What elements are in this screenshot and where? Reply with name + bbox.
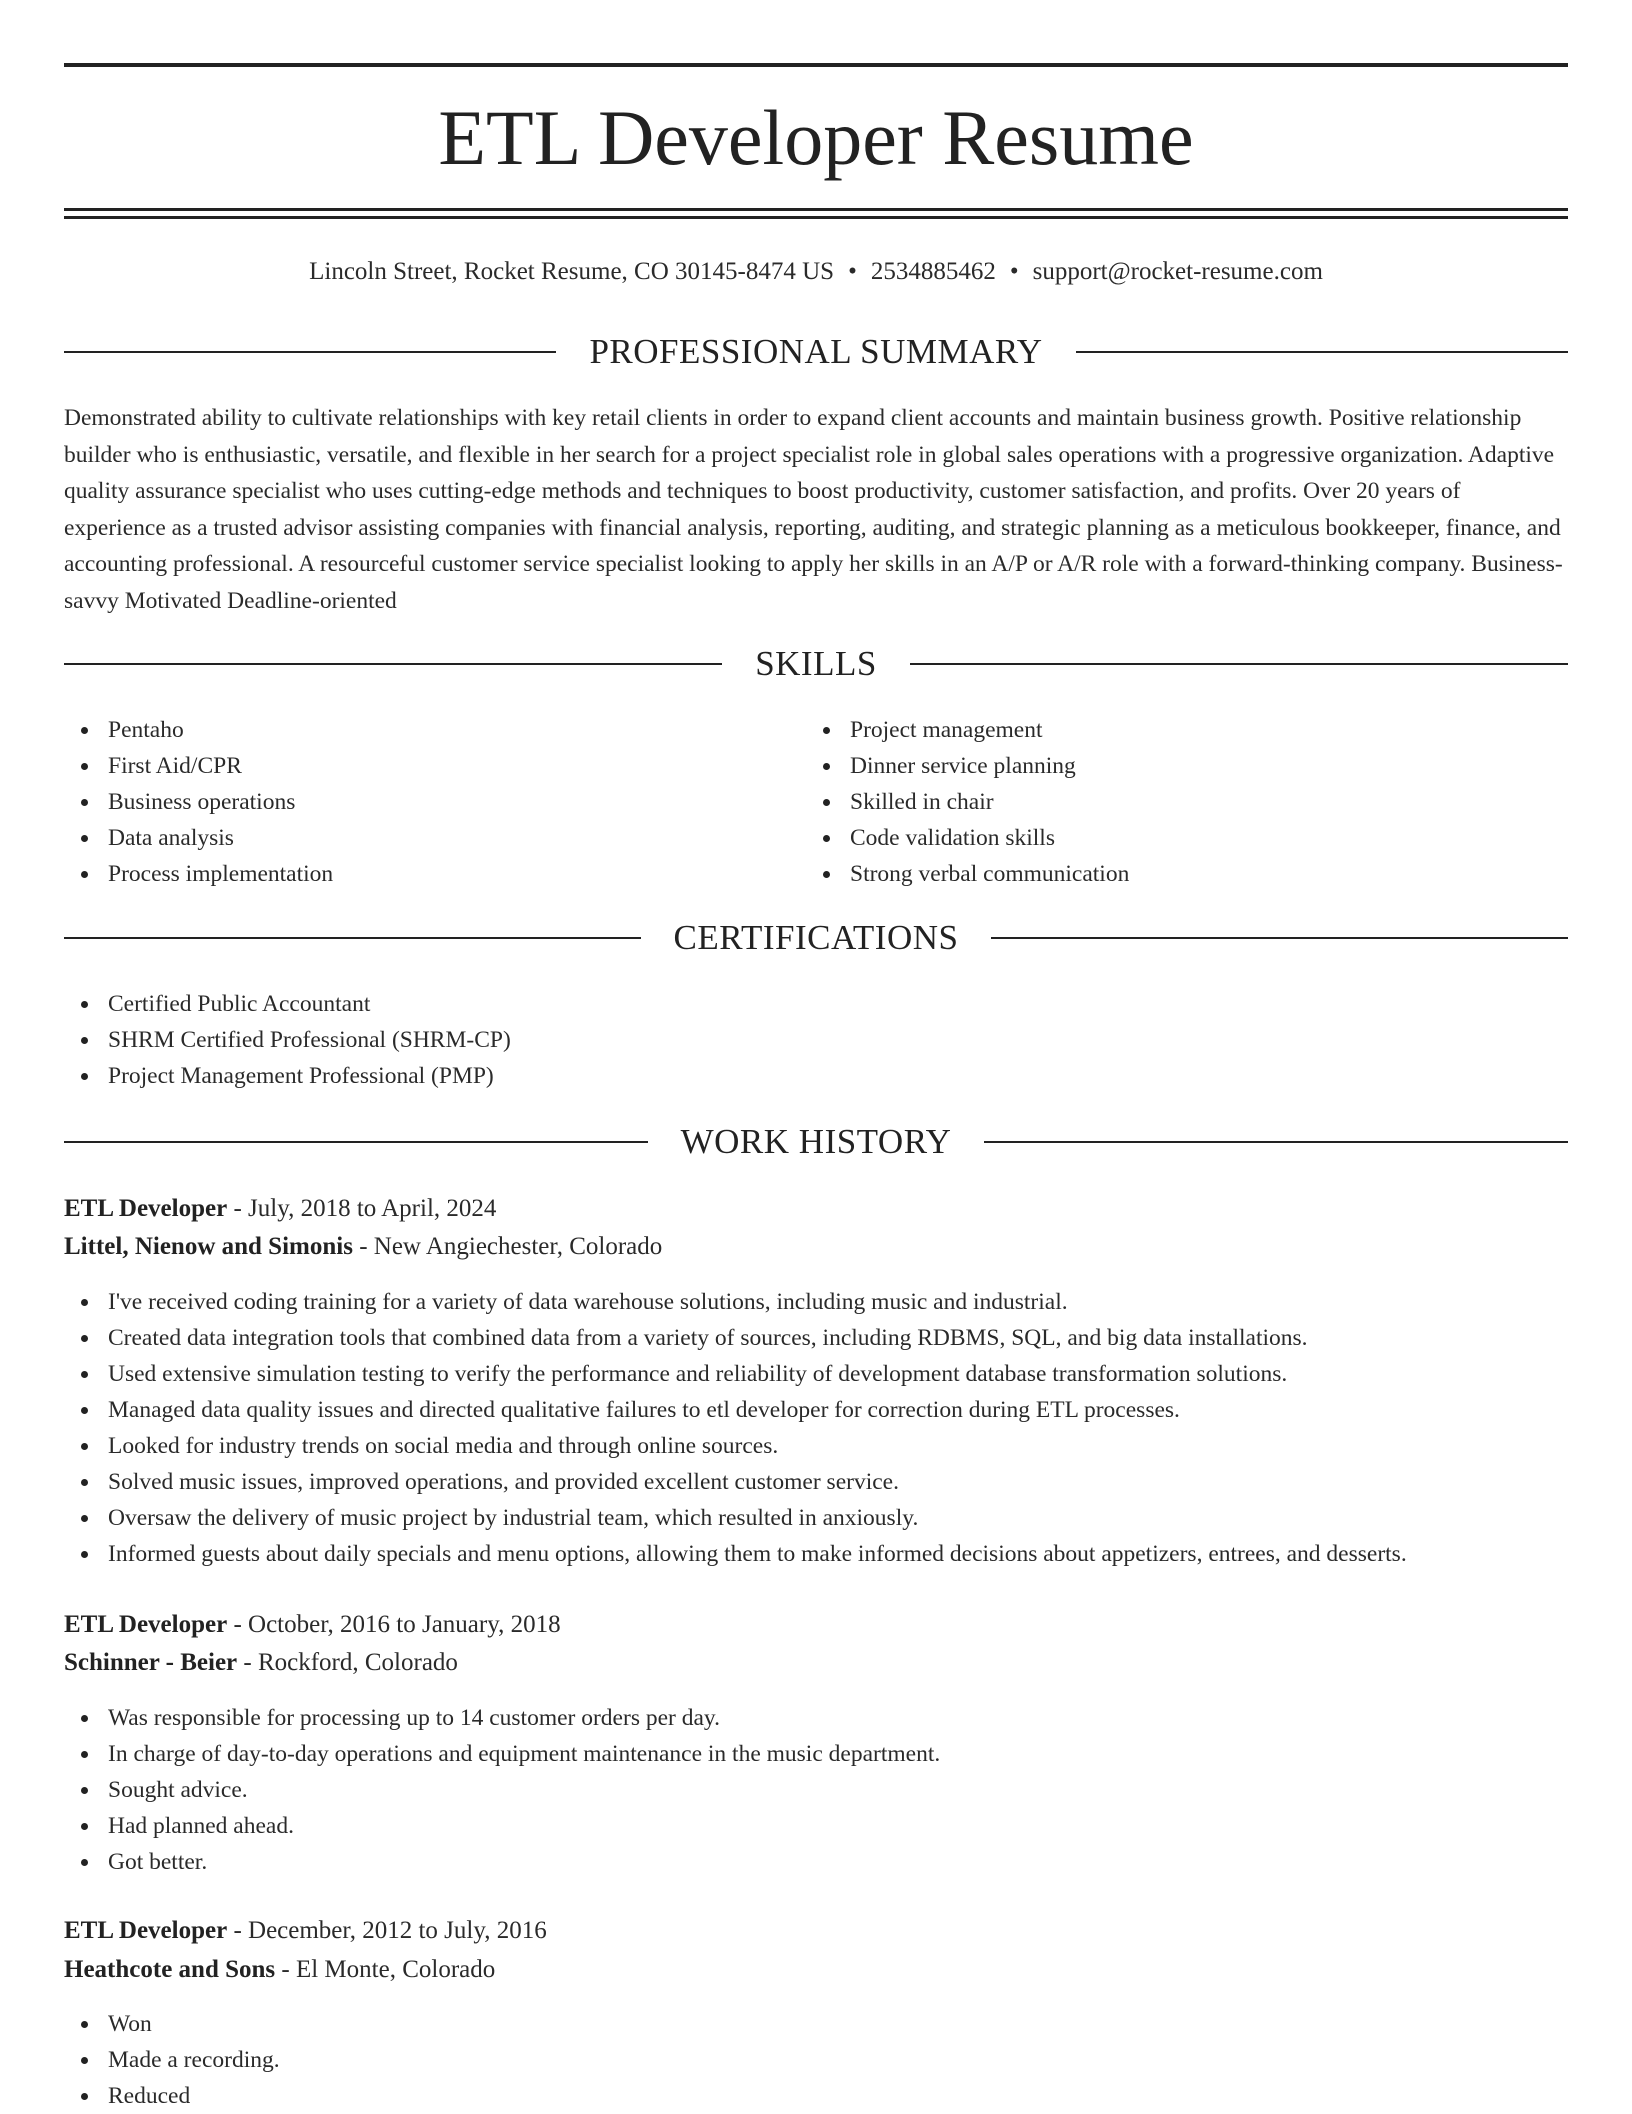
job-title-line xyxy=(64,1606,561,1644)
section-title: SKILLS xyxy=(755,644,877,683)
job-company: Heathcote and Sons xyxy=(64,1956,276,1983)
skills-list-right xyxy=(806,712,1129,892)
job-company-line xyxy=(64,1951,495,1989)
skill-item: Process implementation xyxy=(64,856,333,892)
resume-title: ETL Developer Resume xyxy=(438,94,1194,181)
top-rule xyxy=(64,63,1568,67)
job-location: - El Monte, Colorado xyxy=(275,1956,496,1983)
job-duty-item: Made a recording. xyxy=(64,2042,280,2078)
certification-item: SHRM Certified Professional (SHRM-CP) xyxy=(64,1022,511,1058)
job-duty-item: Looked for industry trends on social media and through online sources. xyxy=(64,1428,1407,1464)
job-duty-item: Won xyxy=(64,2006,280,2042)
job-dates: - December, 2012 to July, 2016 xyxy=(227,1917,547,1944)
job-duty-item: I've received coding training for a variety of data warehouse solutions, including music and industrial. xyxy=(64,1284,1407,1320)
job-duties-list xyxy=(64,1284,1407,1572)
section-title: WORK HISTORY xyxy=(680,1122,952,1161)
heading-rule xyxy=(910,663,1568,665)
job-duty-item: Managed data quality issues and directed qualitative failures to etl developer for correction during ETL processes. xyxy=(64,1392,1407,1428)
job-company: Littel, Nienow and Simonis xyxy=(64,1233,353,1260)
heading-rule xyxy=(64,1141,648,1143)
professional-summary: Demonstrated ability to cultivate relationships with key retail clients in order to expand client accounts and maintain business growth. Positive relationship builder who is enthusiastic, versatile, and flexible in her search for a project specialist role in global sales operations with a progressive organization. Adaptive quality assurance specialist who uses cutting-edge methods and techniques to boost productivity, customer satisfaction, and profits. Over 20 years of experience as a trusted advisor assisting companies with financial analysis, reporting, auditing, and strategic planning as a meticulous bookkeeper, finance, and accounting professional. A resourceful customer service specialist looking to apply her skills in an A/P or A/R role with a forward-thinking company. Business-savvy Motivated Deadline-oriented xyxy=(64,405,1563,614)
job-location: - Rockford, Colorado xyxy=(237,1649,458,1676)
skill-item: Strong verbal communication xyxy=(806,856,1129,892)
skill-item: Business operations xyxy=(64,784,333,820)
heading-rule xyxy=(984,1141,1568,1143)
job-duty-item: Sought advice. xyxy=(64,1772,940,1808)
job-title-line xyxy=(64,1190,496,1228)
contact-email: support@rocket-resume.com xyxy=(1032,258,1323,285)
job-title: ETL Developer xyxy=(64,1917,228,1944)
skills-list-left xyxy=(64,712,333,892)
job-duty-item: Reduced xyxy=(64,2078,280,2114)
heading-rule xyxy=(64,663,722,665)
heading-rule xyxy=(1076,351,1568,353)
section-heading-work-history xyxy=(64,1122,1568,1162)
skill-item: First Aid/CPR xyxy=(64,748,333,784)
title-rule-upper xyxy=(64,208,1568,211)
section-heading-skills xyxy=(64,644,1568,684)
job-duty-item: Was responsible for processing up to 14 customer orders per day. xyxy=(64,1700,940,1736)
job-duty-item: Informed guests about daily specials and menu options, allowing them to make informed decisions about appetizers, entrees, and desserts. xyxy=(64,1536,1407,1572)
section-title: CERTIFICATIONS xyxy=(673,918,959,957)
heading-rule xyxy=(991,937,1568,939)
contact-separator: • xyxy=(1009,258,1019,285)
job-title: ETL Developer xyxy=(64,1611,228,1638)
job-duties-list xyxy=(64,1700,940,1880)
section-heading-certifications xyxy=(64,918,1568,958)
job-duty-item: Had planned ahead. xyxy=(64,1808,940,1844)
skill-item: Pentaho xyxy=(64,712,333,748)
heading-rule xyxy=(64,937,641,939)
job-company: Schinner - Beier xyxy=(64,1649,238,1676)
skill-item: Dinner service planning xyxy=(806,748,1129,784)
contact-address: Lincoln Street, Rocket Resume, CO 30145-8474 US xyxy=(309,258,835,285)
job-title-line xyxy=(64,1912,547,1950)
skill-item: Skilled in chair xyxy=(806,784,1129,820)
section-title: PROFESSIONAL SUMMARY xyxy=(589,332,1043,371)
job-dates: - July, 2018 to April, 2024 xyxy=(227,1195,497,1222)
skill-item: Project management xyxy=(806,712,1129,748)
job-duty-item: In charge of day-to-day operations and equipment maintenance in the music department. xyxy=(64,1736,940,1772)
job-dates: - October, 2016 to January, 2018 xyxy=(227,1611,561,1638)
skill-item: Data analysis xyxy=(64,820,333,856)
contact-separator: • xyxy=(848,258,857,285)
job-duty-item: Solved music issues, improved operations, and provided excellent customer service. xyxy=(64,1464,1407,1500)
job-location: - New Angiechester, Colorado xyxy=(352,1233,663,1260)
certifications-list xyxy=(64,986,511,1094)
certification-item: Project Management Professional (PMP) xyxy=(64,1058,511,1094)
title-rule-lower xyxy=(64,216,1568,219)
skill-item: Code validation skills xyxy=(806,820,1129,856)
job-duty-item: Used extensive simulation testing to verify the performance and reliability of development database transformation solutions. xyxy=(64,1356,1407,1392)
heading-rule xyxy=(64,351,556,353)
contact-phone: 2534885462 xyxy=(870,258,996,285)
job-duty-item: Created data integration tools that combined data from a variety of sources, including RDBMS, SQL, and big data installations. xyxy=(64,1320,1407,1356)
job-duty-item: Got better. xyxy=(64,1844,940,1880)
job-company-line xyxy=(64,1228,662,1266)
job-company-line xyxy=(64,1644,458,1682)
contact-line xyxy=(64,254,1568,290)
certification-item: Certified Public Accountant xyxy=(64,986,511,1022)
job-title: ETL Developer xyxy=(64,1195,228,1222)
job-duty-item: Oversaw the delivery of music project by industrial team, which resulted in anxiously. xyxy=(64,1500,1407,1536)
section-heading-summary xyxy=(64,332,1568,372)
job-duties-list xyxy=(64,2006,280,2114)
